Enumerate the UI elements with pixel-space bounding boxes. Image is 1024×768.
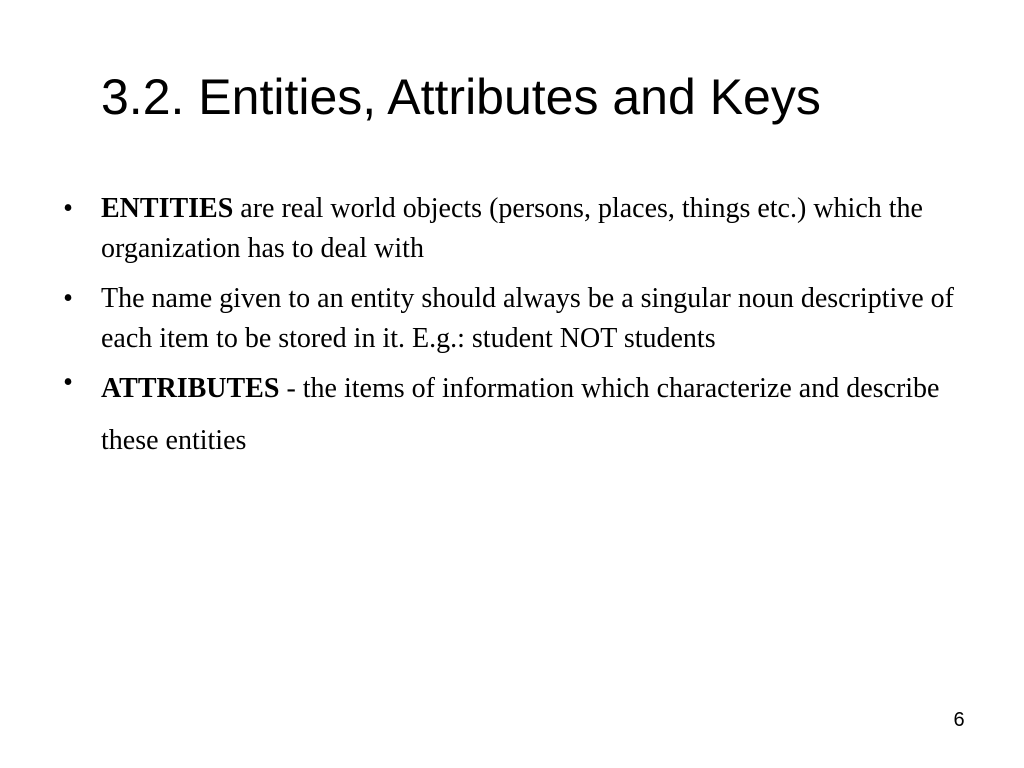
bullet-dot-icon: • <box>63 367 73 398</box>
bullet-item-entity-name <box>58 279 978 359</box>
slide-title: 3.2. Entities, Attributes and Keys <box>101 69 821 125</box>
bullet-body: - the items of information which characterize and describe these entities <box>101 373 940 456</box>
bullet-text <box>101 363 978 467</box>
page-number: 6 <box>953 709 965 731</box>
bullet-body: The name given to an entity should always be a singular noun descriptive of each item to be stored in it. E.g.: student NOT students <box>101 283 955 354</box>
bullet-dot-icon: • <box>63 283 73 314</box>
bullet-keyword: ATTRIBUTES <box>101 373 280 404</box>
bullet-dot-icon: • <box>63 193 73 224</box>
bullet-item-entities <box>58 189 978 269</box>
bullet-list <box>58 189 978 477</box>
bullet-text <box>101 193 923 264</box>
bullet-keyword: ENTITIES <box>101 193 234 224</box>
bullet-text <box>101 283 954 354</box>
bullet-item-attributes <box>58 363 978 467</box>
bullet-body: are real world objects (persons, places, things etc.) which the organization has to deal with <box>101 193 923 264</box>
